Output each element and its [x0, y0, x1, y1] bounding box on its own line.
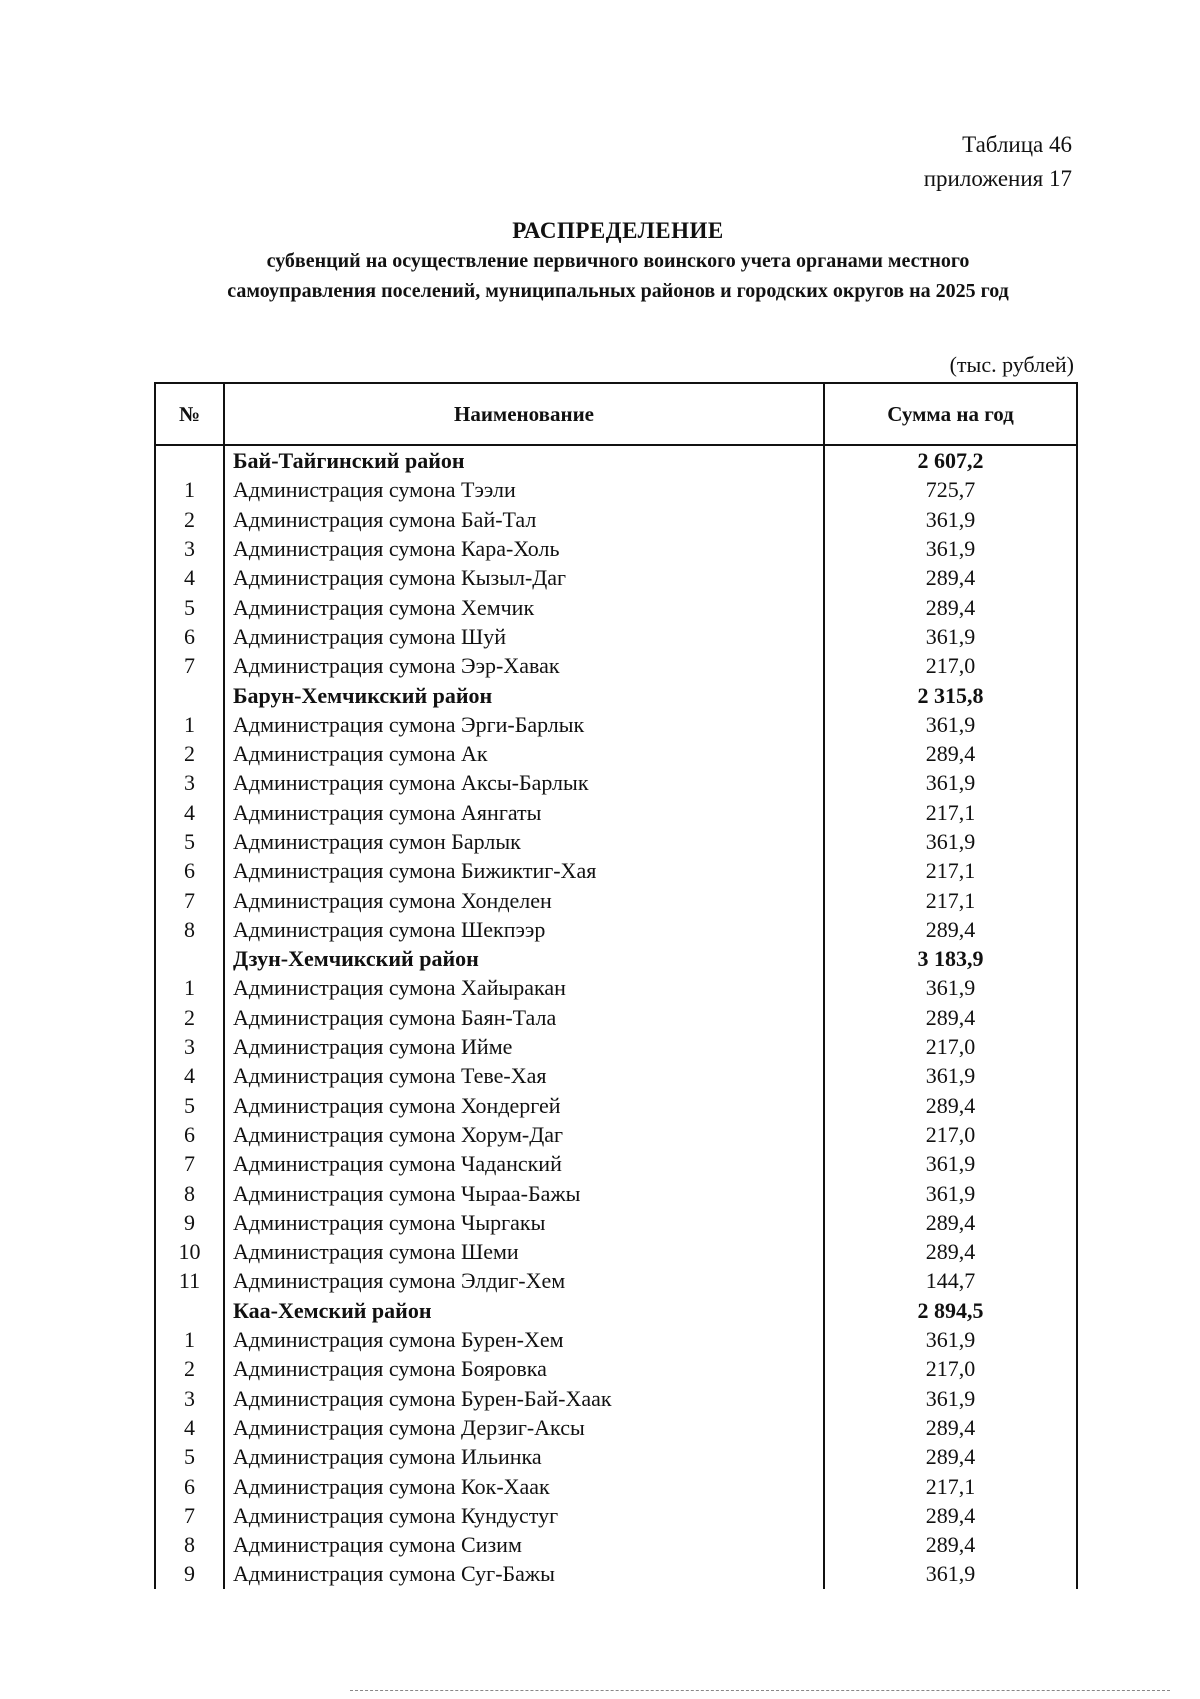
row-name: Администрация сумон Барлык [224, 827, 824, 856]
row-number: 8 [155, 1530, 224, 1559]
district-total: 2 315,8 [824, 680, 1077, 709]
district-number-cell [155, 1296, 224, 1325]
row-name: Администрация сумона Шеми [224, 1237, 824, 1266]
row-sum: 289,4 [824, 739, 1077, 768]
row-name: Администрация сумона Ээр-Хавак [224, 651, 824, 680]
row-sum: 361,9 [824, 622, 1077, 651]
district-number-cell [155, 680, 224, 709]
row-number: 2 [155, 505, 224, 534]
row-sum: 361,9 [824, 827, 1077, 856]
row-name: Администрация сумона Тээли [224, 475, 824, 504]
row-name: Администрация сумона Чыраа-Бажы [224, 1178, 824, 1207]
row-name: Администрация сумона Элдиг-Хем [224, 1266, 824, 1295]
row-sum: 289,4 [824, 1237, 1077, 1266]
row-name: Администрация сумона Дерзиг-Аксы [224, 1413, 824, 1442]
row-number: 3 [155, 534, 224, 563]
row-number: 1 [155, 710, 224, 739]
row-number: 7 [155, 885, 224, 914]
row-number: 4 [155, 1061, 224, 1090]
table-row [155, 622, 1077, 651]
table-row [155, 1501, 1077, 1530]
column-header-name: Наименование [224, 383, 824, 445]
row-sum: 289,4 [824, 1003, 1077, 1032]
row-sum: 217,0 [824, 651, 1077, 680]
row-number: 7 [155, 1501, 224, 1530]
row-name: Администрация сумона Сизим [224, 1530, 824, 1559]
row-sum: 361,9 [824, 505, 1077, 534]
row-name: Администрация сумона Баян-Тала [224, 1003, 824, 1032]
row-sum: 217,1 [824, 798, 1077, 827]
row-name: Администрация сумона Ак [224, 739, 824, 768]
table-row [155, 1208, 1077, 1237]
table-row [155, 739, 1077, 768]
table-row [155, 1266, 1077, 1295]
row-name: Администрация сумона Эрги-Барлык [224, 710, 824, 739]
table-row [155, 1559, 1077, 1588]
row-name: Администрация сумона Кара-Холь [224, 534, 824, 563]
table-row [155, 1413, 1077, 1442]
row-sum: 289,4 [824, 1442, 1077, 1471]
district-name: Дзун-Хемчикский район [224, 944, 824, 973]
row-number: 7 [155, 1149, 224, 1178]
row-number: 5 [155, 1091, 224, 1120]
column-header-sum: Сумма на год [824, 383, 1077, 445]
row-number: 7 [155, 651, 224, 680]
row-name: Администрация сумона Теве-Хая [224, 1061, 824, 1090]
row-name: Администрация сумона Хонделен [224, 885, 824, 914]
row-name: Администрация сумона Кок-Хаак [224, 1471, 824, 1500]
row-sum: 217,1 [824, 1471, 1077, 1500]
table-row [155, 475, 1077, 504]
row-number: 2 [155, 1354, 224, 1383]
row-sum: 217,1 [824, 856, 1077, 885]
row-number: 3 [155, 1384, 224, 1413]
table-row [155, 1530, 1077, 1559]
table-row [155, 885, 1077, 914]
row-sum: 217,0 [824, 1354, 1077, 1383]
row-sum: 361,9 [824, 1178, 1077, 1207]
row-sum: 217,0 [824, 1032, 1077, 1061]
row-name: Администрация сумона Чыргакы [224, 1208, 824, 1237]
row-number: 5 [155, 827, 224, 856]
distribution-table [154, 382, 1078, 1589]
row-name: Администрация сумона Хемчик [224, 592, 824, 621]
row-name: Администрация сумона Шекпээр [224, 915, 824, 944]
row-sum: 217,0 [824, 1120, 1077, 1149]
table-row [155, 534, 1077, 563]
table-row [155, 1354, 1077, 1383]
table-row [155, 1237, 1077, 1266]
row-name: Администрация сумона Чаданский [224, 1149, 824, 1178]
row-sum: 725,7 [824, 475, 1077, 504]
row-name: Администрация сумона Аянгаты [224, 798, 824, 827]
appendix-label: приложения 17 [923, 166, 1072, 191]
row-name: Администрация сумона Бурен-Бай-Хаак [224, 1384, 824, 1413]
row-sum: 361,9 [824, 710, 1077, 739]
table-row [155, 1003, 1077, 1032]
row-sum: 361,9 [824, 1149, 1077, 1178]
row-number: 1 [155, 475, 224, 504]
row-name: Администрация сумона Аксы-Барлык [224, 768, 824, 797]
row-number: 9 [155, 1559, 224, 1588]
column-header-number: № [155, 383, 224, 445]
units-label: (тыс. рублей) [949, 352, 1074, 377]
row-sum: 289,4 [824, 1501, 1077, 1530]
table-row [155, 1120, 1077, 1149]
row-number: 1 [155, 1325, 224, 1354]
row-number: 4 [155, 563, 224, 592]
table-row [155, 1032, 1077, 1061]
district-number-cell [155, 944, 224, 973]
row-sum: 289,4 [824, 915, 1077, 944]
row-sum: 361,9 [824, 1384, 1077, 1413]
row-number: 11 [155, 1266, 224, 1295]
table-row [155, 1325, 1077, 1354]
row-sum: 217,1 [824, 885, 1077, 914]
row-sum: 361,9 [824, 534, 1077, 563]
document-subtitle-line-2: самоуправления поселений, муниципальных районов и городских округов на 2025 год [227, 280, 1009, 302]
document-subtitle-line-1: субвенций на осуществление первичного воинского учета органами местного [266, 250, 970, 272]
row-name: Администрация сумона Бижиктиг-Хая [224, 856, 824, 885]
district-name: Каа-Хемский район [224, 1296, 824, 1325]
district-number-cell [155, 445, 224, 475]
row-number: 6 [155, 856, 224, 885]
row-name: Администрация сумона Хайыракан [224, 973, 824, 1002]
table-row [155, 768, 1077, 797]
row-sum: 361,9 [824, 1061, 1077, 1090]
district-row [155, 445, 1077, 475]
district-row [155, 680, 1077, 709]
table-header-row [155, 383, 1077, 445]
row-number: 6 [155, 622, 224, 651]
table-label: Таблица 46 [962, 132, 1072, 157]
row-name: Администрация сумона Ийме [224, 1032, 824, 1061]
row-name: Администрация сумона Хорум-Даг [224, 1120, 824, 1149]
row-number: 4 [155, 798, 224, 827]
row-number: 6 [155, 1120, 224, 1149]
page-bottom-divider [350, 1690, 1170, 1691]
table-row [155, 1061, 1077, 1090]
table-row [155, 1178, 1077, 1207]
table-row [155, 1384, 1077, 1413]
row-name: Администрация сумона Суг-Бажы [224, 1559, 824, 1588]
table-row [155, 798, 1077, 827]
distribution-table-container [154, 382, 1076, 1589]
table-row [155, 915, 1077, 944]
row-sum: 289,4 [824, 1208, 1077, 1237]
district-total: 3 183,9 [824, 944, 1077, 973]
row-name: Администрация сумона Шуй [224, 622, 824, 651]
table-row [155, 1149, 1077, 1178]
table-row [155, 710, 1077, 739]
row-number: 10 [155, 1237, 224, 1266]
row-number: 3 [155, 1032, 224, 1061]
document-title: РАСПРЕДЕЛЕНИЕ [512, 218, 724, 243]
table-body [155, 445, 1077, 1589]
row-number: 1 [155, 973, 224, 1002]
row-number: 8 [155, 915, 224, 944]
row-name: Администрация сумона Кундустуг [224, 1501, 824, 1530]
row-number: 6 [155, 1471, 224, 1500]
row-sum: 361,9 [824, 1325, 1077, 1354]
row-number: 5 [155, 1442, 224, 1471]
table-row [155, 827, 1077, 856]
row-name: Администрация сумона Бурен-Хем [224, 1325, 824, 1354]
row-number: 9 [155, 1208, 224, 1237]
district-name: Барун-Хемчикский район [224, 680, 824, 709]
row-sum: 361,9 [824, 973, 1077, 1002]
row-number: 5 [155, 592, 224, 621]
table-row [155, 592, 1077, 621]
row-sum: 289,4 [824, 563, 1077, 592]
row-sum: 144,7 [824, 1266, 1077, 1295]
row-sum: 361,9 [824, 1559, 1077, 1588]
table-row [155, 973, 1077, 1002]
district-row [155, 1296, 1077, 1325]
table-row [155, 856, 1077, 885]
table-row [155, 1471, 1077, 1500]
row-number: 3 [155, 768, 224, 797]
table-row [155, 651, 1077, 680]
row-number: 8 [155, 1178, 224, 1207]
row-sum: 289,4 [824, 1530, 1077, 1559]
row-number: 2 [155, 1003, 224, 1032]
row-sum: 361,9 [824, 768, 1077, 797]
row-name: Администрация сумона Хондергей [224, 1091, 824, 1120]
district-total: 2 607,2 [824, 445, 1077, 475]
row-sum: 289,4 [824, 592, 1077, 621]
table-row [155, 1091, 1077, 1120]
row-name: Администрация сумона Бояровка [224, 1354, 824, 1383]
row-name: Администрация сумона Ильинка [224, 1442, 824, 1471]
row-sum: 289,4 [824, 1413, 1077, 1442]
district-name: Бай-Тайгинский район [224, 445, 824, 475]
row-sum: 289,4 [824, 1091, 1077, 1120]
table-row [155, 563, 1077, 592]
row-number: 4 [155, 1413, 224, 1442]
row-number: 2 [155, 739, 224, 768]
table-row [155, 1442, 1077, 1471]
district-row [155, 944, 1077, 973]
row-name: Администрация сумона Кызыл-Даг [224, 563, 824, 592]
row-name: Администрация сумона Бай-Тал [224, 505, 824, 534]
district-total: 2 894,5 [824, 1296, 1077, 1325]
table-row [155, 505, 1077, 534]
